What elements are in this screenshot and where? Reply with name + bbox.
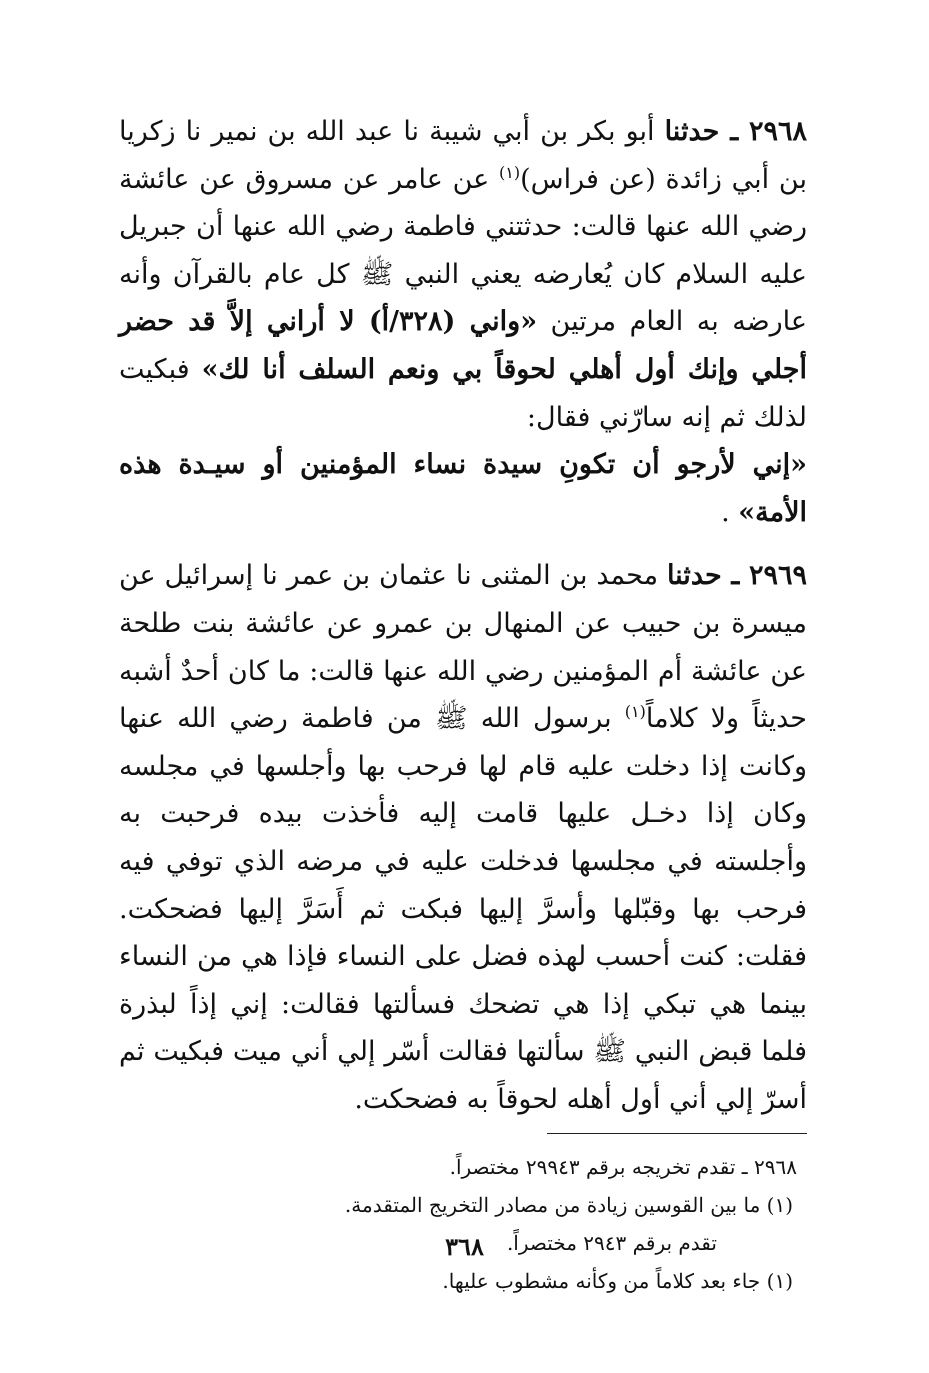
hadith-lead-word: حدثنا [664, 116, 720, 147]
footnote-ref: (١) [624, 702, 646, 722]
footnote-item: (١) جاء بعد كلاماً من وكأنه مشطوب عليها. [442, 1269, 793, 1294]
hadith-text: أبو بكر بن أبي شيبة نا عبد الله بن نمير نا زكريا بن أبي زائدة (عن فراس) [119, 116, 807, 195]
hadith-bold-quote: «واني (٣٢٨/أ) لا أراني إلاَّ قد حضر أجلي وإنك أول أهلي لحوقاً بي ونعم السلف أنا لك» [119, 306, 807, 385]
footnote-divider [547, 1133, 807, 1134]
hadith-2968-final-quote: «إني لأرجو أن تكونِ سيدة نساء المؤمنين أو سيـدة هذه الأمة» . [119, 449, 807, 528]
hadith-2969: ٢٩٦٩ ـ حدثنا محمد بن المثنى نا عثمان بن عمر نا إسرائيل عن ميسرة بن حبيب عن المنهال بن عمرو عن عائشة بنت طلحة عن عائشة أم المؤمنين رضي الله عنها قالت: ما كان أحدٌ أشبه حديثاً ولا كلاماً$^{(١)}$ برسول الله ﷺ من فاطمة رضي الله عنها وكانت إذا دخلت عليه قام لها فرحب بها وأجلسها في مجلسه وكان إذا دخـل عليها قامت إليه فأخذت بيده فرحبت به وأجلسته في مجلسها فدخلت عليه في مرضه الذي توفي فيه فرحب بها وقبّلها وأسرَّ إليها فبكت ثم أَسَرَّ إليها فضحكت. فقلت: كنت أحسب لهذه فضل على النساء فإذا هي من النساء بينما هي تبكي إذا هي تضحك فسألتها فقالت: إني إذاً لبذرة فلما قبض النبي ﷺ سألتها فقالت أسّر إلي أني ميت فبكيت ثم أسرّ إلي أني أول أهله لحوقاً به فضحكت. [119, 560, 807, 1115]
hadith-text: محمد بن المثنى نا عثمان بن عمر نا إسرائيل عن ميسرة بن حبيب عن المنهال بن عمرو عن عائشة بنت طلحة عن عائشة أم المؤمنين رضي الله عنها قالت: ما كان أحدٌ أشبه حديثاً ولا كلاماً [119, 560, 807, 735]
hadith-text: عن عامر عن مسروق عن عائشة رضي الله عنها قالت: حدثتني فاطمة رضي الله عنها أن جبريل عليه السلام كان يُعارضه يعني النبي ﷺ كل عام بالقرآن وأنه عارضه به العام مرتين [119, 163, 808, 338]
page-number: ٣٦٨ [445, 1232, 484, 1261]
footnote-ref: (١) [498, 162, 521, 182]
hadith-text: فبكيت لذلك ثم إنه سارّني فقال: [119, 353, 807, 433]
page-body [119, 108, 807, 1300]
hadith-number: ٢٩٦٨ [748, 116, 807, 147]
hadith-text: برسول الله ﷺ من فاطمة رضي الله عنها وكانت إذا دخلت عليه قام لها فرحب بها وأجلسها في مجلسه وكان إذا دخـل عليها قامت إليه فأخذت بيده فرحبت به وأجلسته في مجلسها فدخلت عليه في مرضه الذي توفي فيه فرحب بها وقبّلها وأسرَّ إليها فبكت ثم أَسَرَّ إليها فضحكت. فقلت: كنت أحسب لهذه فضل على النساء فإذا هي من النساء بينما هي تبكي إذا هي تضحك فسألتها فقالت: إني إذاً لبذرة فلما قبض النبي ﷺ سألتها فقالت أسّر إلي أني ميت فبكيت ثم أسرّ إلي أني أول أهله لحوقاً به فضحكت. [119, 703, 807, 1115]
footnotes [119, 1148, 807, 1300]
hadith-2968: ٢٩٦٨ ـ حدثنا أبو بكر بن أبي شيبة نا عبد الله بن نمير نا زكريا بن أبي زائدة (عن فراس)$^{(١)}$ عن عامر عن مسروق عن عائشة رضي الله عنها قالت: حدثتني فاطمة رضي الله عنها أن جبريل عليه السلام كان يُعارضه يعني النبي ﷺ كل عام بالقرآن وأنه عارضه به العام مرتين «واني (٣٢٨/أ) لا أراني إلاَّ قد حضر أجلي وإنك أول أهلي لحوقاً بي ونعم السلف أنا لك» فبكيت لذلك ثم إنه سارّني فقال: [119, 116, 808, 433]
hadith-lead-word: حدثنا [666, 560, 722, 592]
footnote-item: ٢٩٦٨ ـ تقدم تخريجه برقم ٢٩٩٤٣ مختصراً. [449, 1155, 797, 1180]
footnote-item: تقدم برقم ٢٩٤٣ مختصراً. [506, 1231, 717, 1256]
hadith-number: ٢٩٦٩ [748, 560, 807, 592]
footnote-item: (١) ما بين القوسين زيادة من مصادر التخريج المتقدمة. [344, 1193, 793, 1218]
